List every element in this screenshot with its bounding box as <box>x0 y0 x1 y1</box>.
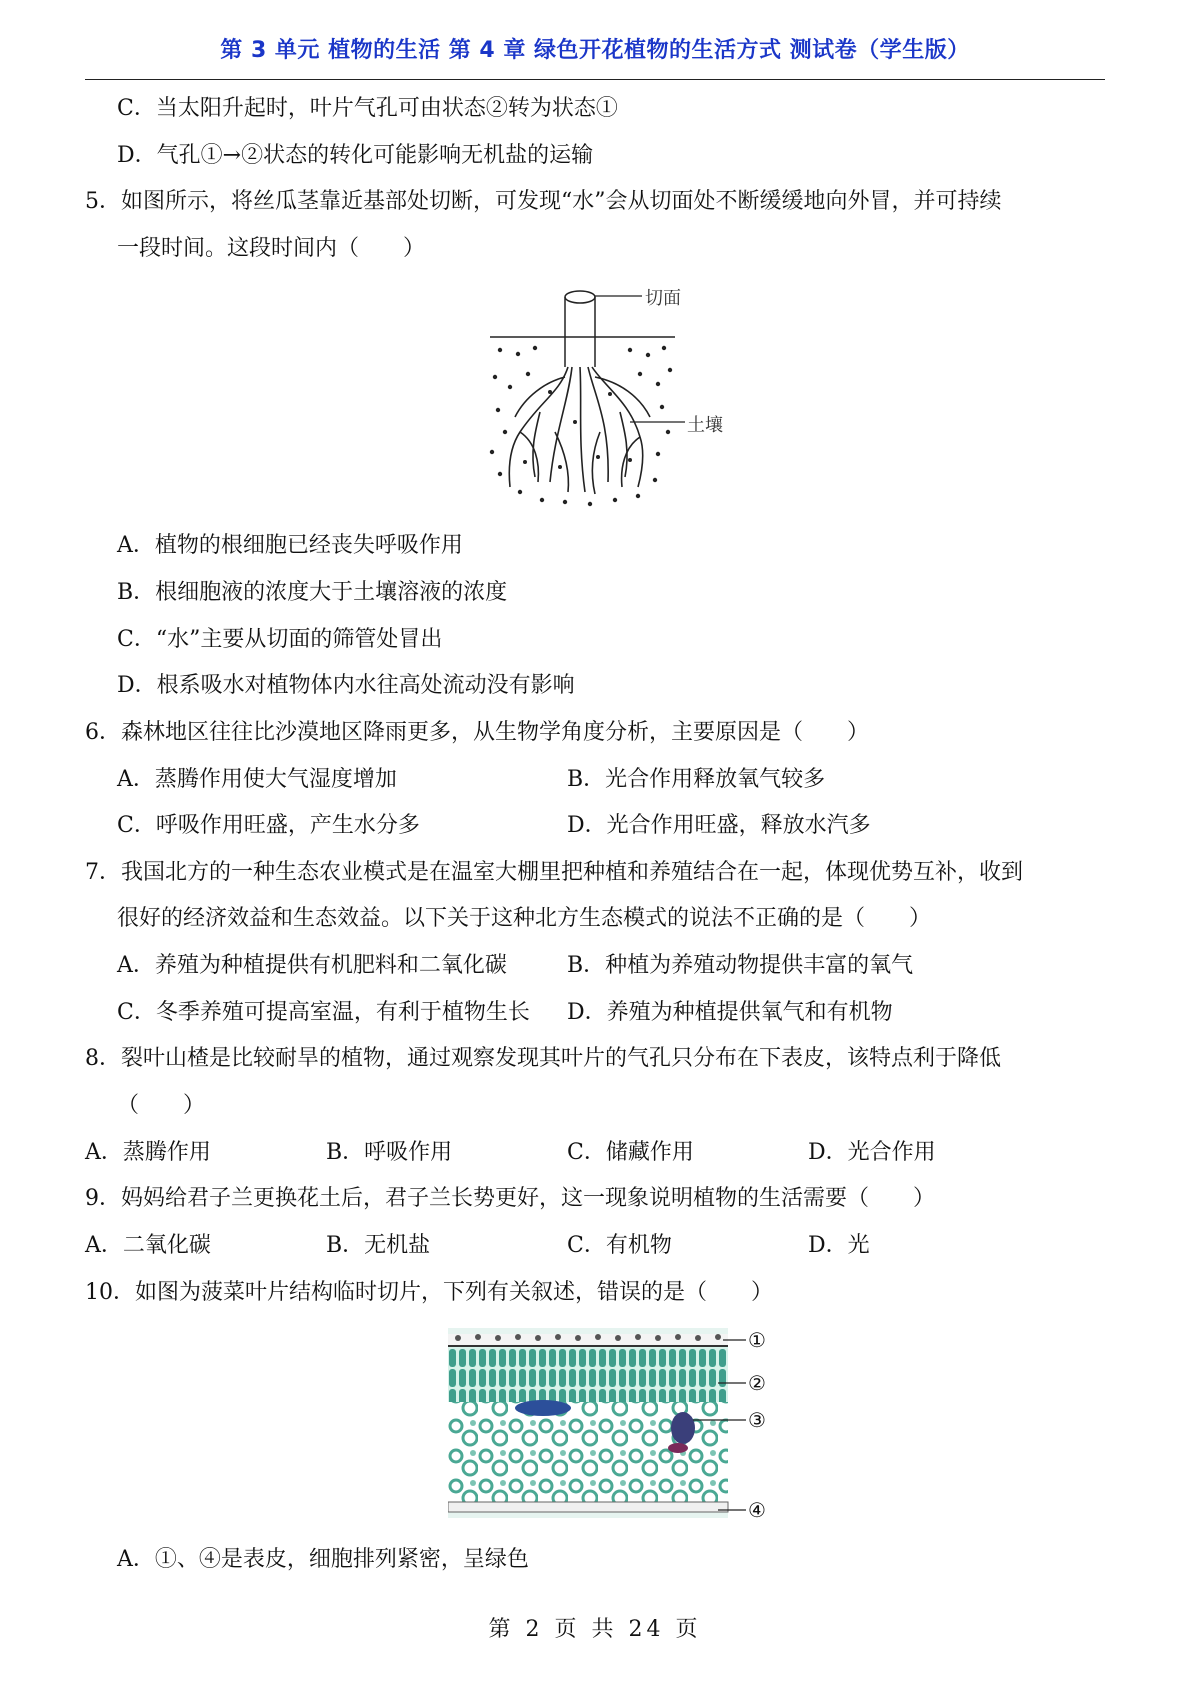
q6-option-c: C．呼吸作用旺盛，产生水分多 <box>117 813 420 838</box>
q8-option-d: D．光合作用 <box>808 1140 936 1165</box>
label-2: ② <box>748 1371 766 1395</box>
label-1: ① <box>748 1328 766 1352</box>
cut-surface-label: 切面 <box>645 288 681 309</box>
q6-option-d: D．光合作用旺盛，释放水汽多 <box>567 813 871 838</box>
q9-stem: 9．妈妈给君子兰更换花土后，君子兰长势更好，这一现象说明植物的生活需要（ ） <box>85 1186 935 1211</box>
q8-option-b: B．呼吸作用 <box>326 1140 453 1165</box>
q10-stem: 10．如图为菠菜叶片结构临时切片，下列有关叙述，错误的是（ ） <box>85 1280 773 1305</box>
q5-option-d: D．根系吸水对植物体内水往高处流动没有影响 <box>117 673 575 698</box>
q4-option-d: D．气孔①→②状态的转化可能影响无机盐的运输 <box>117 143 594 168</box>
header-divider <box>85 79 1105 80</box>
q6-stem: 6．森林地区往往比沙漠地区降雨更多，从生物学角度分析，主要原因是（ ） <box>85 720 869 745</box>
q8-stem-line2: （ ） <box>117 1093 206 1118</box>
q7-stem-line2: 很好的经济效益和生态效益。以下关于这种北方生态模式的说法不正确的是（ ） <box>117 906 932 931</box>
q8-stem-line1: 8．裂叶山楂是比较耐旱的植物，通过观察发现其叶片的气孔只分布在下表皮，该特点利于降低 <box>85 1046 1002 1071</box>
q5-stem-line1: 5．如图所示，将丝瓜茎靠近基部处切断，可发现“水”会从切面处不断缓缓地向外冒，并可持续 <box>85 189 1002 214</box>
soil-label: 土壤 <box>687 415 723 436</box>
q4-option-c: C．当太阳升起时，叶片气孔可由状态②转为状态① <box>117 96 618 121</box>
q5-root-figure <box>480 282 740 512</box>
q10-leaf-section-figure <box>448 1328 778 1528</box>
page-header-title: 第 3 单元 植物的生活 第 4 章 绿色开花植物的生活方式 测试卷（学生版） <box>220 38 970 63</box>
q9-option-d: D．光 <box>808 1233 870 1258</box>
q7-option-d: D．养殖为种植提供氧气和有机物 <box>567 1000 893 1025</box>
q7-option-a: A．养殖为种植提供有机肥料和二氧化碳 <box>117 953 507 978</box>
label-3: ③ <box>748 1408 766 1432</box>
label-4: ④ <box>748 1498 766 1522</box>
q5-option-c: C．“水”主要从切面的筛管处冒出 <box>117 627 443 652</box>
leaf-cross-section-image <box>448 1328 778 1528</box>
q5-option-b: B．根细胞液的浓度大于土壤溶液的浓度 <box>117 580 508 605</box>
q7-option-c: C．冬季养殖可提高室温，有利于植物生长 <box>117 1000 530 1025</box>
q7-stem-line1: 7．我国北方的一种生态农业模式是在温室大棚里把种植和养殖结合在一起，体现优势互补，收到 <box>85 860 1024 885</box>
q8-option-a: A．蒸腾作用 <box>85 1140 211 1165</box>
q5-option-a: A．植物的根细胞已经丧失呼吸作用 <box>117 533 463 558</box>
q9-option-a: A．二氧化碳 <box>85 1233 211 1258</box>
page-footer: 第 2 页 共 24 页 <box>488 1617 702 1642</box>
q6-option-a: A．蒸腾作用使大气湿度增加 <box>117 767 397 792</box>
root-soil-diagram <box>480 282 740 512</box>
q6-option-b: B．光合作用释放氧气较多 <box>567 767 826 792</box>
q5-stem-line2: 一段时间。这段时间内（ ） <box>117 236 426 261</box>
q9-option-b: B．无机盐 <box>326 1233 431 1258</box>
q9-option-c: C．有机物 <box>567 1233 672 1258</box>
q10-option-a: A．①、④是表皮，细胞排列紧密，呈绿色 <box>117 1547 529 1572</box>
q7-option-b: B．种植为养殖动物提供丰富的氧气 <box>567 953 914 978</box>
q8-option-c: C．储藏作用 <box>567 1140 694 1165</box>
